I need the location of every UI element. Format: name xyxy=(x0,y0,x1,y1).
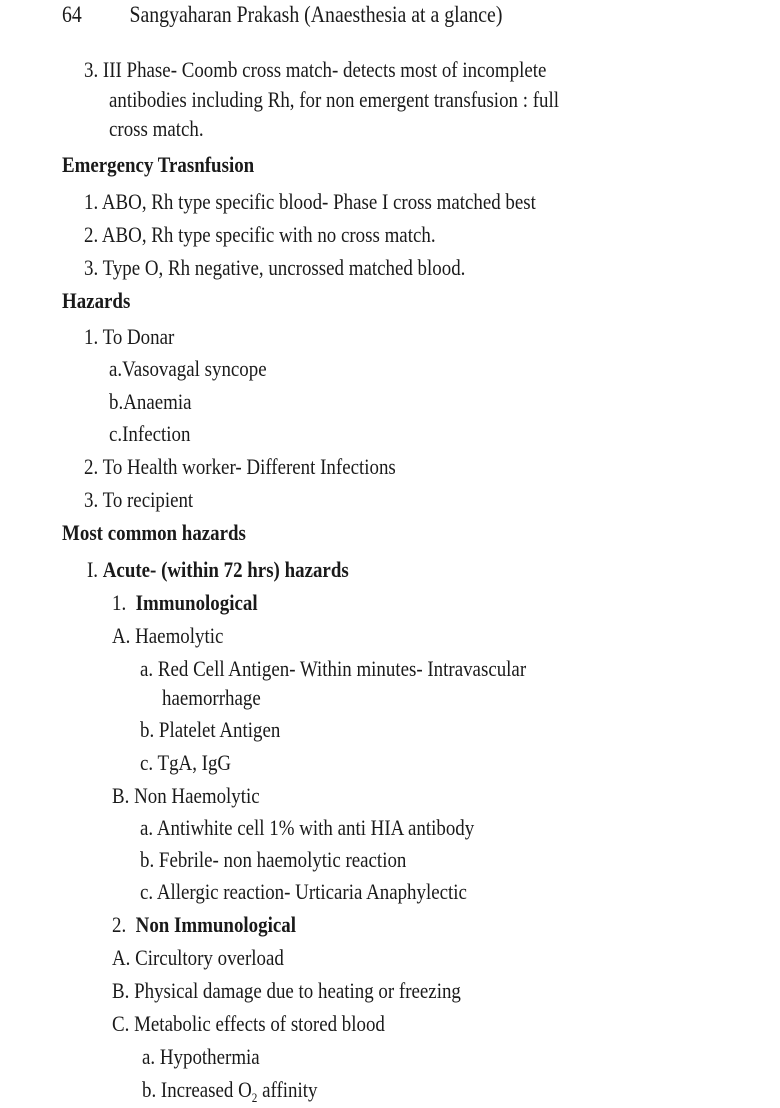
item-letter: B. xyxy=(112,978,130,1003)
sub-list-item xyxy=(140,879,467,905)
item-text: Immunological xyxy=(135,590,258,615)
item-text: Febrile- non haemolytic reaction xyxy=(158,847,407,872)
item-letter: A. xyxy=(112,623,131,648)
list-item-continuation: cross match. xyxy=(109,116,204,141)
item-text: Non Immunological xyxy=(135,912,296,937)
sub-list-item xyxy=(140,750,231,776)
item-text: Antiwhite cell 1% with anti HIA antibody xyxy=(156,815,475,840)
item-letter: b. xyxy=(140,847,155,872)
list-item xyxy=(112,945,284,971)
item-text-pre: Increased O xyxy=(160,1077,252,1102)
item-text: Platelet Antigen xyxy=(158,717,281,742)
list-item xyxy=(84,454,396,480)
page-header xyxy=(62,2,502,28)
item-letter: a. xyxy=(109,356,123,381)
list-item xyxy=(112,1011,385,1037)
list-item-acute xyxy=(87,557,349,583)
list-item xyxy=(84,487,193,513)
item-text: Anaemia xyxy=(123,389,192,414)
item-text: Allergic reaction- Urticaria Anaphylectic xyxy=(156,879,467,904)
item-number: 2. xyxy=(84,222,99,247)
item-number: 3. xyxy=(84,57,99,82)
section-heading-common-hazards: Most common hazards xyxy=(62,520,246,545)
item-text: Type O, Rh negative, uncrossed matched blood. xyxy=(102,255,466,280)
section-heading-emergency: Emergency Trasnfusion xyxy=(62,152,255,177)
item-letter: a. xyxy=(142,1044,156,1069)
book-title: Sangyaharan Prakash (Anaesthesia at a glance) xyxy=(129,2,503,27)
item-letter: b. xyxy=(142,1077,157,1102)
item-letter: a. xyxy=(140,656,154,681)
sub-list-item xyxy=(140,717,280,743)
list-item xyxy=(84,189,536,215)
list-item-non-haemolytic xyxy=(112,783,260,809)
item-text: III Phase- Coomb cross match- detects most of incomplete xyxy=(102,57,547,82)
section-heading-hazards: Hazards xyxy=(62,288,131,313)
list-item xyxy=(84,255,465,281)
item-text: Red Cell Antigen- Within minutes- Intravascular xyxy=(157,656,527,681)
item-text: Hypothermia xyxy=(159,1044,260,1069)
item-text: To Donar xyxy=(102,324,175,349)
item-number: 3. xyxy=(84,255,99,280)
sub-list-item xyxy=(109,421,190,447)
list-item-immunological xyxy=(112,590,258,616)
item-letter: a. xyxy=(140,815,154,840)
item-text: Circultory overload xyxy=(135,945,284,970)
item-text: ABO, Rh type specific blood- Phase I cross matched best xyxy=(101,189,536,214)
list-item xyxy=(84,324,174,350)
page-number: 64 xyxy=(62,2,82,27)
item-letter: c. xyxy=(140,879,154,904)
list-item-continuation: antibodies including Rh, for non emergent transfusion : full xyxy=(109,87,559,112)
list-item-non-immunological xyxy=(112,912,296,938)
sub-list-item xyxy=(109,389,191,415)
list-item xyxy=(112,978,461,1004)
list-item-haemolytic xyxy=(112,623,223,649)
item-text: Acute- (within 72 hrs) hazards xyxy=(102,557,349,582)
item-letter: A. xyxy=(112,945,131,970)
item-number: 1. xyxy=(112,590,127,615)
list-item xyxy=(84,57,546,83)
item-text: ABO, Rh type specific with no cross match. xyxy=(101,222,436,247)
item-letter: b. xyxy=(140,717,155,742)
item-letter: c. xyxy=(109,421,123,446)
item-letter: C. xyxy=(112,1011,130,1036)
sub-list-item xyxy=(142,1077,317,1103)
item-text-post: affinity xyxy=(257,1077,318,1102)
item-text: Infection xyxy=(122,421,191,446)
sub-list-item xyxy=(140,815,474,841)
item-letter: B. xyxy=(112,783,130,808)
item-letter: c. xyxy=(140,750,154,775)
sub-list-item xyxy=(109,356,267,382)
item-text: To recipient xyxy=(102,487,194,512)
item-number: 1. xyxy=(84,324,99,349)
item-text: Metabolic effects of stored blood xyxy=(134,1011,385,1036)
item-text: To Health worker- Different Infections xyxy=(102,454,396,479)
item-text: Non Haemolytic xyxy=(134,783,260,808)
item-number: 2. xyxy=(112,912,127,937)
item-numeral: I. xyxy=(87,557,99,582)
item-number: 3. xyxy=(84,487,99,512)
item-number: 1. xyxy=(84,189,99,214)
item-text: Physical damage due to heating or freezing xyxy=(134,978,461,1003)
item-text: TgA, IgG xyxy=(157,750,232,775)
sub-list-item xyxy=(140,847,406,873)
sub-list-item xyxy=(142,1044,260,1070)
list-item xyxy=(84,222,436,248)
sub-list-item-continuation: haemorrhage xyxy=(162,685,261,710)
item-text: Haemolytic xyxy=(135,623,224,648)
subscript: 2 xyxy=(251,1090,258,1105)
sub-list-item xyxy=(140,656,526,682)
item-number: 2. xyxy=(84,454,99,479)
item-text: Vasovagal syncope xyxy=(122,356,267,381)
item-letter: b. xyxy=(109,389,124,414)
